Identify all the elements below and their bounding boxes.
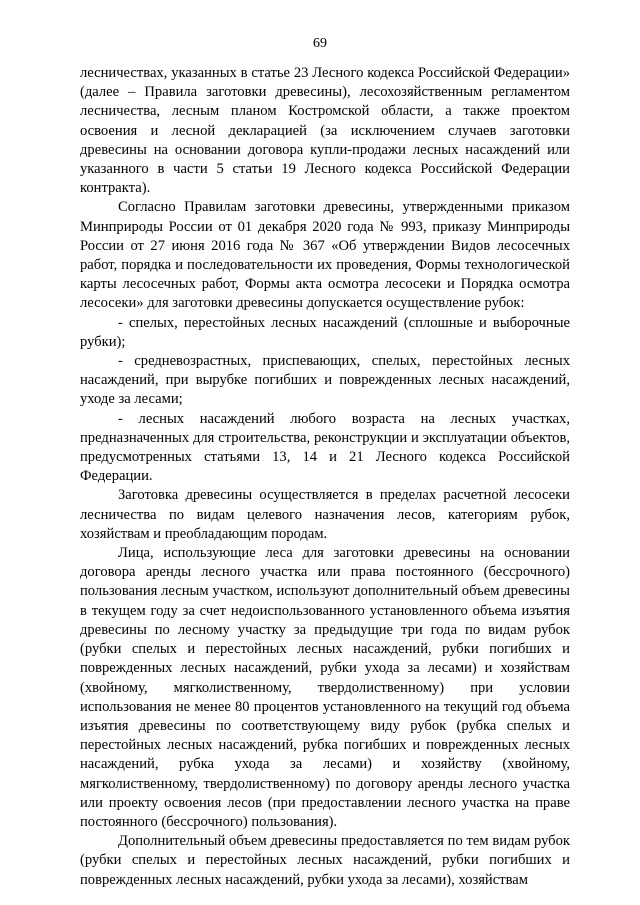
paragraph-lease-users: Лица, использующие леса для заготовки древесины на основании договора аренды лесного участка или права постоянного (бессрочного) пользования лесным участком, используют дополнительный объем древесины в текущем году за счет недоиспользованного установленного объема изъятия древесины по лесному участку за предыдущие три года по видам рубок (рубки спелых и перестойных лесных насаждений, рубки погибших и поврежденных лесных насаждений, рубки ухода за лесами) и хозяйствам (хвойному, мягколиственному, твердолиственному) при условии использования не менее 80 процентов установленного на текущий год объема изъятия древесины по соответствующему виду рубок (рубка спелых и перестойных лесных насаждений, рубка погибших и поврежденных лесных насаждений, рубка ухода за лесами) и хозяйству (хвойному, мягколиственному, твердолиственному) по договору аренды лесного участка или проекту освоения лесов (при предоставлении лесного участка на праве постоянного (бессрочного) пользования). xyxy=(80,545,570,830)
paragraph-logging-rules: Согласно Правилам заготовки древесины, утвержденными приказом Минприроды России от 01 декабря 2020 года № 993, приказу Минприроды России от 27 июня 2016 года № 367 «Об утверждении Видов лесосечных работ, порядка и последовательности их проведения, Формы технологической карты лесосечных работ, Формы акта осмотра лесосеки и Порядка осмотра лесосеки» для заготовки древесины допускается осуществление рубок: xyxy=(80,199,570,312)
list-item-mature-stands: - спелых, перестойных лесных насаждений (сплошные и выборочные рубки); xyxy=(80,314,570,350)
paragraph-continuation-rules: лесничествах, указанных в статье 23 Лесного кодекса Российской Федерации» (далее – Правила заготовки древесины), лесохозяйственным регламентом лесничества, лесным планом Костромской области, а также проектом освоения и лесной декларацией (за исключением случаев заготовки древесины на основании договора купли-продажи лесных насаждений или указанного в части 5 статьи 19 Лесного кодекса Российской Федерации контракта). xyxy=(80,65,570,197)
paragraph-additional-volume: Дополнительный объем древесины предоставляется по тем видам рубок (рубки спелых и перестойных лесных насаждений, рубки погибших и поврежденных лесных насаждений, рубки ухода за лесами), хозяйствам xyxy=(80,833,570,888)
list-item-middle-aged-stands: - средневозрастных, приспевающих, спелых, перестойных лесных насаждений, при вырубке погибших и поврежденных лесных насаждений, уходе за лесами; xyxy=(80,353,570,408)
document-body xyxy=(80,64,570,890)
list-item-any-age-stands: - лесных насаждений любого возраста на лесных участках, предназначенных для строительства, реконструкции и эксплуатации объектов, предусмотренных статьями 13, 14 и 21 Лесного кодекса Российской Федерации. xyxy=(80,410,570,485)
paragraph-harvest-limits: Заготовка древесины осуществляется в пределах расчетной лесосеки лесничества по видам целевого назначения лесов, категориям рубок, хозяйствам и преобладающим породам. xyxy=(80,487,570,542)
page-number: 69 xyxy=(313,36,327,51)
